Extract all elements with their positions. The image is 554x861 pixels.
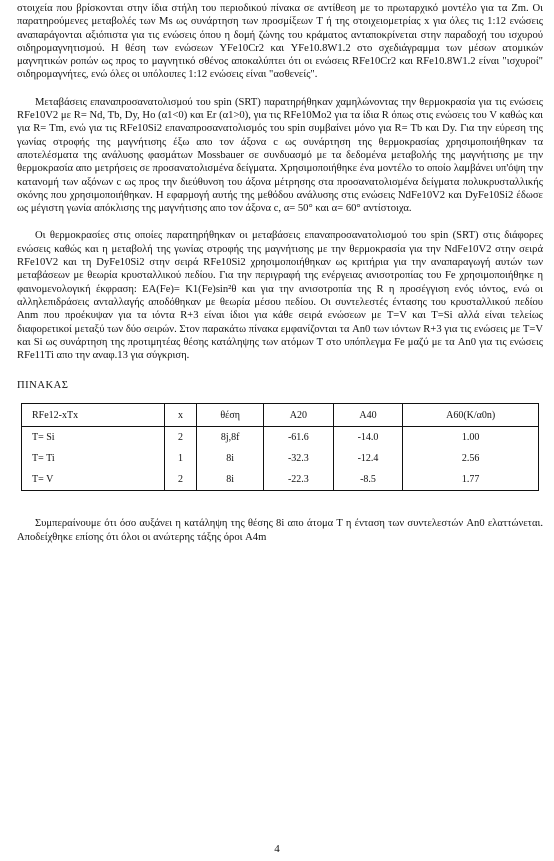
cell-a20: -32.3 <box>264 448 334 469</box>
header-a40: A40 <box>333 404 403 427</box>
header-compound: RFe12-xTx <box>22 404 165 427</box>
table-row <box>22 448 539 469</box>
cell-a40: -8.5 <box>333 469 403 491</box>
cell-x: 2 <box>164 469 197 491</box>
table-row <box>22 469 539 491</box>
paragraph-4: Συμπεραίνουμε ότι όσο αυξάνει η κατάληψη της θέσης 8i απο άτομα T η ένταση των συντελεστών An0 ελαττώνεται. Αποδείχθηκε επίσης ότι όλοι οι ανώτερης τάξης όροι A4m <box>17 518 543 543</box>
cell-x: 2 <box>164 427 197 449</box>
cell-a20: -22.3 <box>264 469 334 491</box>
coefficients-table <box>21 403 539 491</box>
cell-compound: T= Si <box>32 432 55 444</box>
cell-a20: -61.6 <box>264 427 334 449</box>
document-page <box>17 2 543 544</box>
table-header-row <box>22 404 539 427</box>
cell-a60: 1.00 <box>403 427 539 449</box>
cell-compound: T= Ti <box>32 453 55 465</box>
header-a20: A20 <box>264 404 334 427</box>
header-a60: A60(K/α0n) <box>403 404 539 427</box>
cell-site: 8j,8f <box>197 427 264 449</box>
paragraph-3: Οι θερμοκρασίες στις οποίες παρατηρήθηκαν οι μεταβάσεις επαναπροσανατολισμού του spin (SRT) στις διάφορες ενώσεις καθώς και η μεταβολή της γωνίας στροφής της μαγνήτισης με την θερμοκρασία για την NdFe10V2 στην σειρά RFe10V2 και τη DyFe10Si2 στην σειρά RFe10Si2 χρησιμοποιήθηκαν ως κριτήρια για την αναπαραγωγή αυτών των μεταβάσεων με θεωρία κρυσταλλικού πεδίου. Για την περιγραφή της ενέργειας ανισοτροπίας του Fe χρησιμοποιήθηκε η φαινομενολογική έκφραση: EA(Fe)= K1(Fe)sin²θ και για την ανισοτροπία της R η προσέγγιση ενός ιόντος, ενώ οι αλληλεπιδράσεις ανταλλαγής αποδόθηκαν με θεωρία μέσου πεδίου. Οι συντελεστές έντασης του κρυσταλλικού πεδίου Anm που προέκυψαν για τα ιόντα R+3 είναι ίδιοι για κάθε σειρά ενώσεων με T=V και T=Si αλλά είναι τελείως διαφορετικοί μεταξύ των δύο σειρών. Στον παρακάτω πίνακα εμφανίζονται τα An0 των ιόντων R+3 για τις ενώσεις με T=V και Si ως συνάρτηση της προτιμητέας θέσης κατάληψης των ατόμων T στο υπόπλεγμα Fe μαζύ με τα An0 για τις ενώσεις RFe11Ti απο την αναφ.13 για σύγκριση. <box>17 230 543 362</box>
paragraph-1: στοιχεία που βρίσκονται στην ίδια στήλη του περιοδικού πίνακα σε αντίθεση με το πρωταρχικό μοντέλο για τα Zm. Οι παρατηρούμενες μεταβολές των Ms ως συνάρτηση των προσμίξεων T ή της στοιχειομετρίας x για όλες τις 1:12 ενώσεις αναπαράγονται αξιόπιστα για τις ενώσεις όπου η δομή ζώνης του κράματος ανταποκρίνεται στην παραδοχή του ισχυρού σιδηρομαγνητισμού. Η θέση των ενώσεων YFe10Cr2 και YFe10.8W1.2 στο σχεδιάγραμμα των μέσων ατομικών μαγνητικών ροπών ως προς το μαγνητικό σθένος αποκαλύπτει ότι οι ενώσεις RFe10Cr2 και RFe10.8W1.2 είναι "ισχυροί" σιδηρομαγνήτες, ενώ όλες οι υπόλοιπες 1:12 ενώσεις είναι "ασθενείς". <box>17 3 543 81</box>
paragraph-2: Μεταβάσεις επαναπροσανατολισμού του spin (SRT) παρατηρήθηκαν χαμηλώνοντας την θερμοκρασία για τις ενώσεις RFe10V2 με R= Nd, Tb, Dy, Ho (α1<0) και Er (α1>0), για τις RFe10Mo2 για τα ίδια R όπως στις ενώσεις του V καθώς και για R= Tm, ενώ για τις RFe10Si2 επαναπροσανατολισμός του spin συμβαίνει μόνο για R= Tb και Dy. Για την εύρεση της γωνίας στροφής της μαγνήτισης έξω απο τον άξονα c ως συνάρτηση της θερμοκρασίας χρησιμοποιήθηκαν τα αποτελέσματα της ανάλυσης φασμάτων Mossbauer σε συνδυασμό με τα δεδομένα μεταβολής της μαγνήτισης με την θερμοκρασία απο μετρήσεις σε προσανατολισμένα δείγματα. Χρησιμοποιήθηκε ένα μοντέλο το οποίο λαμβάνει υπ'όψη την κατανομή των αξόνων c ως προς την διεύθυνση του άξονα μέτρησης στα προσανατολισμένα δείγματα πολυκρυσταλλικής σκόνης που χρησιμοποιήθηκαν. Η εφαρμογή αυτής της μεθόδου ανάλυσης στις ενώσεις NdFe10V2 και DyFe10Si2 έδωσε ως μέγιστη γωνία απόκλισης της μαγνήτισης απο τον άξονα c, α= 50° και α= 60° αντίστοιχα. <box>17 96 543 215</box>
cell-a40: -14.0 <box>333 427 403 449</box>
cell-a60: 1.77 <box>403 469 539 491</box>
table-row <box>22 427 539 449</box>
header-site: θέση <box>197 404 264 427</box>
cell-a40: -12.4 <box>333 448 403 469</box>
cell-compound: T= V <box>32 474 54 486</box>
page-number: 4 <box>274 843 280 855</box>
table-title: ΠΙΝΑΚΑΣ <box>17 380 69 392</box>
cell-site: 8i <box>197 448 264 469</box>
cell-x: 1 <box>164 448 197 469</box>
cell-site: 8i <box>197 469 264 491</box>
cell-a60: 2.56 <box>403 448 539 469</box>
header-x: x <box>164 404 197 427</box>
